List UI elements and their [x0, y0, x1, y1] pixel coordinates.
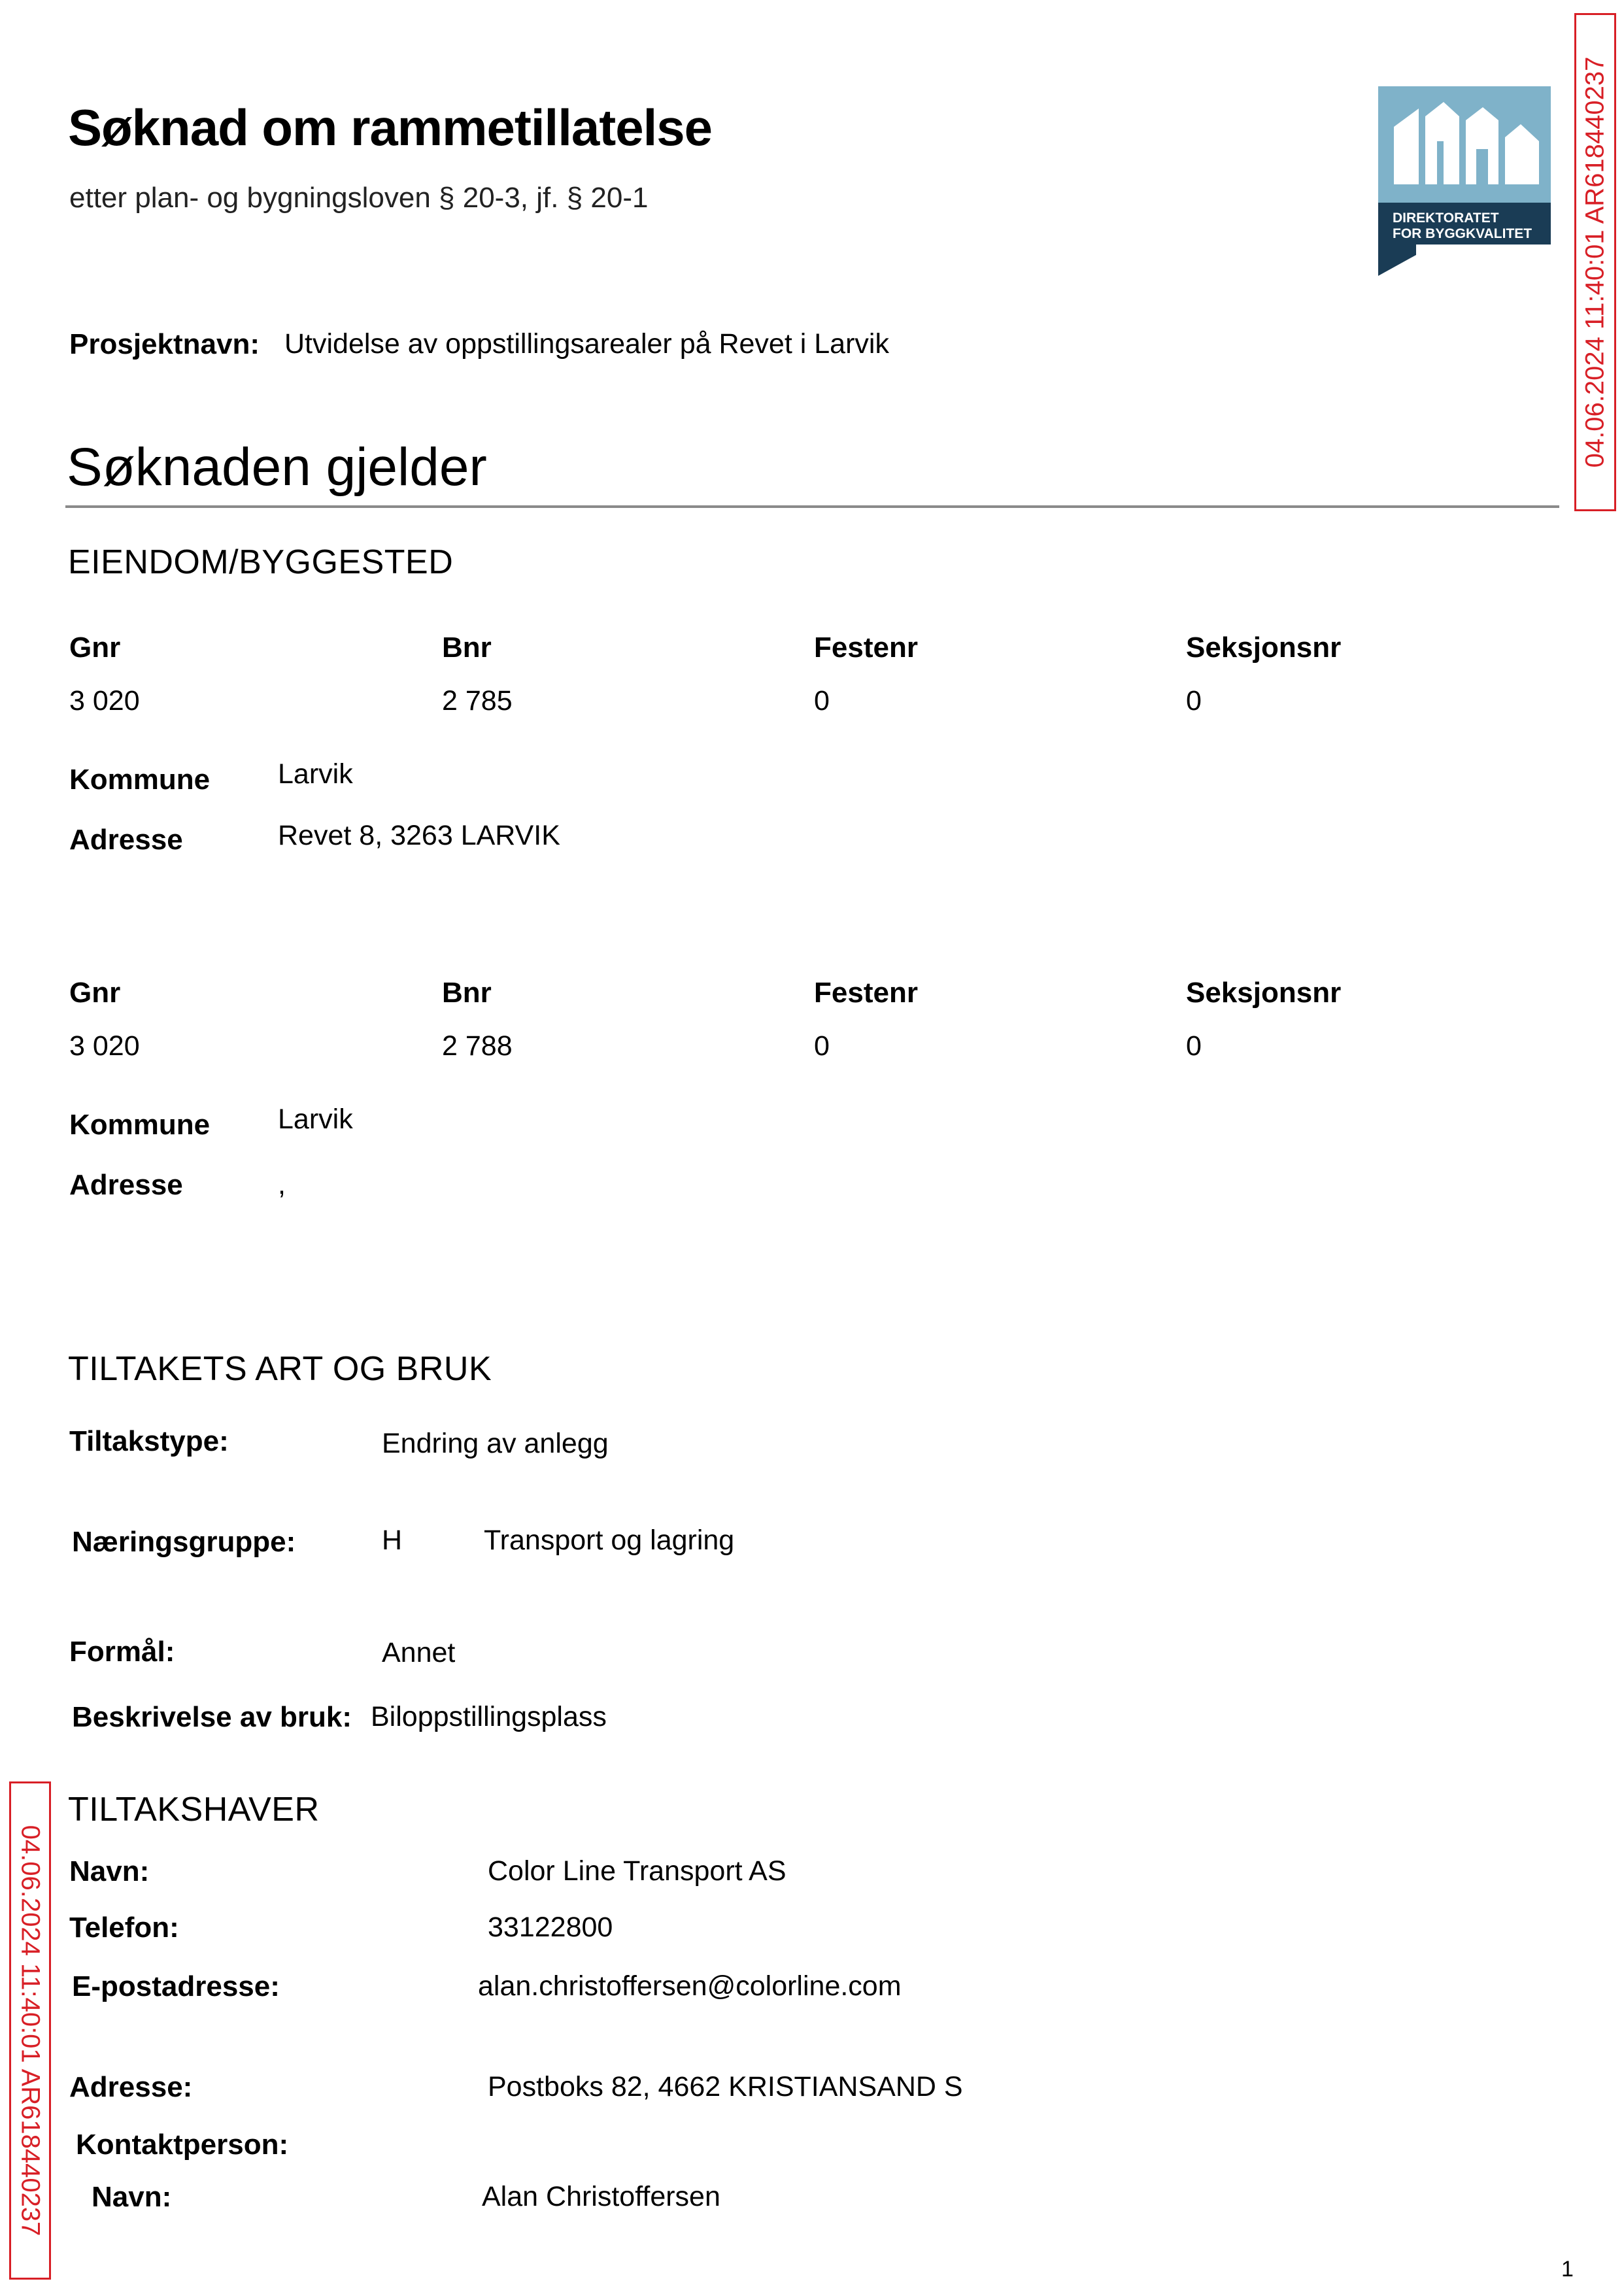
- epost-value: alan.christoffersen@colorline.com: [478, 1970, 902, 2002]
- festenr-value: 0: [814, 685, 830, 717]
- stamp-text: 04.06.2024 11:40:01 AR618440237: [1580, 56, 1610, 468]
- kommune-label: Kommune: [69, 1109, 211, 1141]
- gnr-label: Gnr: [69, 977, 121, 1009]
- heading-divider: [65, 505, 1559, 508]
- dibk-logo-graphic: [1378, 86, 1551, 276]
- kommune-value: Larvik: [278, 1104, 353, 1135]
- kommune-value: Larvik: [278, 758, 353, 790]
- navn-value: Color Line Transport AS: [488, 1855, 787, 1887]
- seksjonsnr-value: 0: [1186, 1030, 1202, 1062]
- festenr-label: Festenr: [814, 977, 918, 1009]
- registration-stamp-top: [1574, 13, 1616, 511]
- bnr-value: 2 785: [442, 685, 513, 717]
- naeringsgruppe-code: H: [382, 1525, 403, 1556]
- logo-text-line-2: FOR BYGGKVALITET: [1393, 226, 1532, 241]
- gnr-label: Gnr: [69, 632, 121, 664]
- formal-label: Formål:: [69, 1636, 175, 1668]
- property-section-title: EIENDOM/BYGGESTED: [68, 543, 454, 581]
- festenr-label: Festenr: [814, 632, 918, 664]
- section-heading: Søknaden gjelder: [67, 437, 487, 497]
- tiltakshaver-section-title: TILTAKSHAVER: [68, 1791, 320, 1829]
- registration-stamp-bottom: [9, 1781, 51, 2280]
- naeringsgruppe-value: Transport og lagring: [484, 1525, 735, 1556]
- tiltakshaver-adresse-label: Adresse:: [69, 2071, 193, 2103]
- project-name-value: Utvidelse av oppstillingsarealer på Revet i Larvik: [284, 328, 889, 360]
- adresse-label: Adresse: [69, 824, 183, 856]
- telefon-value: 33122800: [488, 1912, 613, 1943]
- logo-text-line-1: DIREKTORATET: [1393, 211, 1499, 226]
- adresse-label: Adresse: [69, 1169, 183, 1201]
- tiltakstype-label: Tiltakstype:: [69, 1425, 229, 1457]
- festenr-value: 0: [814, 1030, 830, 1062]
- kontaktperson-navn-label: Navn:: [92, 2181, 172, 2213]
- kontaktperson-navn-value: Alan Christoffersen: [482, 2181, 720, 2212]
- beskrivelse-value: Biloppstillingsplass: [371, 1701, 607, 1732]
- adresse-value: Revet 8, 3263 LARVIK: [278, 820, 560, 851]
- tiltakstype-value: Endring av anlegg: [382, 1428, 609, 1459]
- adresse-value: ,: [278, 1169, 286, 1200]
- epost-label: E-postadresse:: [72, 1970, 280, 2002]
- project-name-label: Prosjektnavn:: [69, 328, 260, 360]
- bnr-label: Bnr: [442, 977, 492, 1009]
- bnr-value: 2 788: [442, 1030, 513, 1062]
- seksjonsnr-value: 0: [1186, 685, 1202, 717]
- navn-label: Navn:: [69, 1855, 150, 1887]
- seksjonsnr-label: Seksjonsnr: [1186, 632, 1342, 664]
- tiltak-section-title: TILTAKETS ART OG BRUK: [68, 1350, 492, 1388]
- document-title: Søknad om rammetillatelse: [68, 99, 713, 156]
- dibk-logo: [1378, 86, 1551, 276]
- gnr-value: 3 020: [69, 1030, 140, 1062]
- beskrivelse-label: Beskrivelse av bruk:: [72, 1701, 352, 1733]
- telefon-label: Telefon:: [69, 1912, 179, 1944]
- document-subtitle: etter plan- og bygningsloven § 20-3, jf. § 20-1: [69, 182, 649, 214]
- formal-value: Annet: [382, 1637, 456, 1668]
- stamp-text: 04.06.2024 11:40:01 AR618440237: [16, 1825, 45, 2236]
- seksjonsnr-label: Seksjonsnr: [1186, 977, 1342, 1009]
- gnr-value: 3 020: [69, 685, 140, 717]
- kontaktperson-label: Kontaktperson:: [76, 2129, 289, 2161]
- tiltakshaver-adresse-value: Postboks 82, 4662 KRISTIANSAND S: [488, 2071, 963, 2102]
- page-number: 1: [1561, 2257, 1574, 2282]
- naeringsgruppe-label: Næringsgruppe:: [72, 1526, 296, 1558]
- kommune-label: Kommune: [69, 764, 211, 796]
- bnr-label: Bnr: [442, 632, 492, 664]
